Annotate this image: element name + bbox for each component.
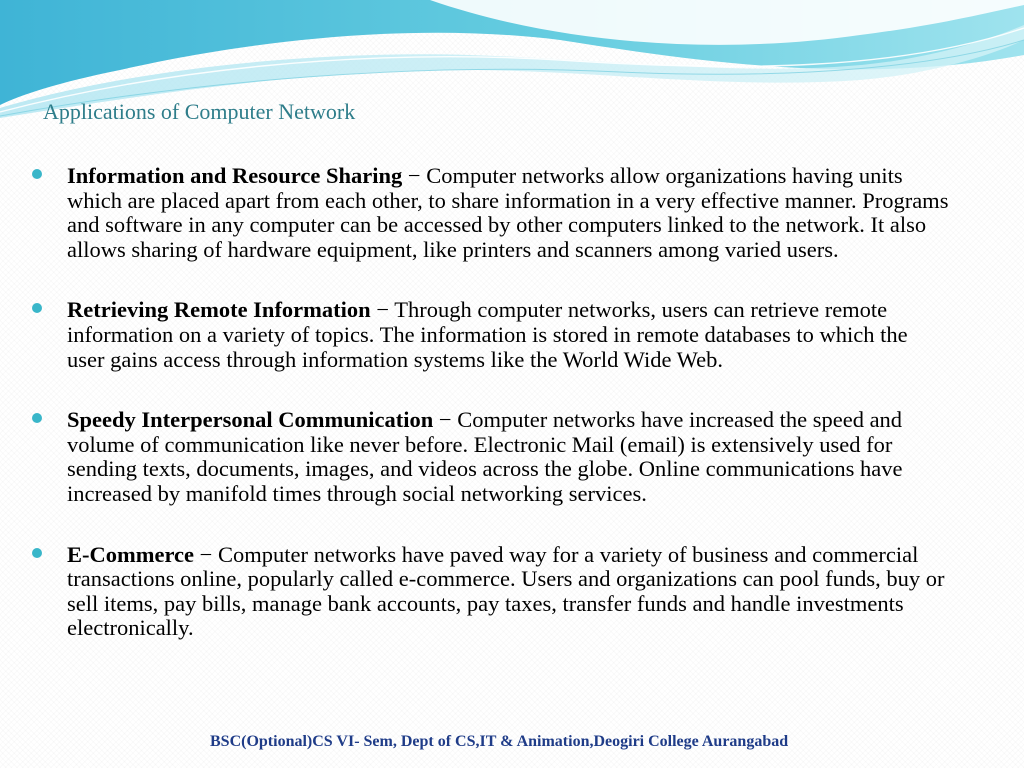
bullet-text: − Computer networks have paved way for a variety of business and commercial transactions online, popularly called e-commerce. Users and organizations can pool funds, buy or sell items, pay bills, manage bank accounts, pay taxes, transfer funds and handle investments electronically. [67,541,945,641]
bullet-dot-icon [32,303,42,313]
bullet-text: − Computer networks allow organizations having units which are placed apart from each other, to share information in a very effective manner. Programs and software in any computer can be accessed by other computers linked to the network. It also allows sharing of hardware equipment, like printers and scanners among varied users. [67,163,949,262]
bullet-item [30,298,950,372]
bullet-list [30,164,950,641]
bullet-dot-icon [32,548,42,558]
bullet-dot-icon [32,413,42,423]
slide-title: Applications of Computer Network [43,99,356,124]
bullet-term: Retrieving Remote Information [67,297,371,323]
bullet-text: − Computer networks have increased the speed and volume of communication like never before. Electronic Mail (email) is extensively used for sending texts, documents, images, and videos across the globe. Online communications have increased by manifold times through social networking services. [67,407,903,506]
bullet-item [30,408,950,506]
bullet-dot-icon [32,169,42,179]
bullet-term: E-Commerce [67,541,195,567]
slide-footer: BSC(Optional)CS VI- Sem, Dept of CS,IT & Animation,Deogiri College Aurangabad [210,733,789,750]
bullet-text: − Through computer networks, users can retrieve remote information on a variety of topics. The information is stored in remote databases to which the user gains access through information systems like the World Wide Web. [67,297,908,372]
bullet-item [30,543,950,641]
bullet-term: Speedy Interpersonal Communication [67,407,434,433]
bullet-term: Information and Resource Sharing [67,163,403,188]
bullet-item [30,164,950,262]
